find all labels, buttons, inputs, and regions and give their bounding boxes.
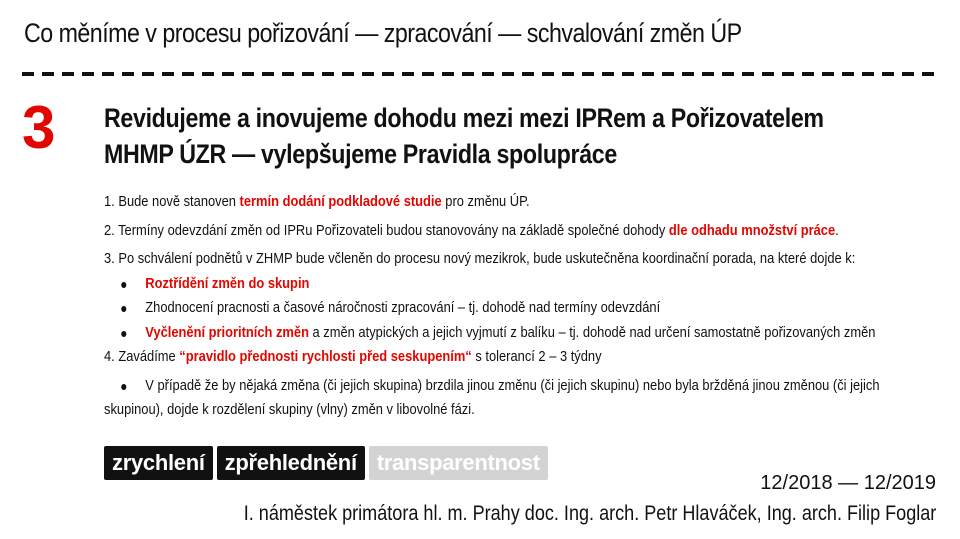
points-list [104,190,921,423]
page-title: Co měníme v procesu pořizování — zpracování — schvalování změn ÚP [24,18,742,48]
point-3: 3. Po schválení podnětů v ZHMP bude včleněn do procesu nový mezikrok, bude uskutečněna koordinační porada, na které dojde k: [104,250,856,267]
point-2-text-end: . [835,221,839,239]
point-2-highlight: dle odhadu množství práce [668,221,836,239]
point-4 [104,345,921,370]
point-1-text: 1. Bude nově stanoven [104,193,240,210]
point-4-text: 4. Zavádíme [104,348,180,365]
point-2 [104,219,921,244]
dashed-divider [22,72,938,76]
point-4-note [104,374,921,399]
section-heading-line-2: MHMP ÚZR — vylepšujeme Pravidla spolupráce [104,139,617,169]
point-2-text: 2. Termíny odevzdání změn od IPRu Pořizovateli budou stanovovány na základě společné dohody [104,221,669,239]
point-4-highlight: “pravidlo přednosti rychlosti před seskupením“ [179,348,472,365]
bullet-dot-icon [121,306,126,312]
bullet-3-highlight: Vyčlenění prioritních změn [145,323,309,341]
tag-zprehledneni: zpřehlednění [217,446,365,480]
note-line-2: skupinou), dojde k rozdělení skupiny (vlny) změn v libovolné fázi. [104,401,475,418]
point-1-highlight: termín dodání podkladové studie [239,193,442,210]
bullet-dot-icon [121,331,126,337]
bullet-dot-icon [121,282,126,288]
section-heading-line-1: Revidujeme a inovujeme dohodu mezi mezi IPRem a Pořizovatelem [104,103,824,133]
bullet-1-highlight: Roztřídění změn do skupin [145,274,310,292]
bullet-1 [104,272,921,297]
tag-transparentnost: transparentnost [369,446,548,480]
bullet-dot-icon [121,384,126,390]
authors-line: I. náměstek primátora hl. m. Prahy doc. Ing. arch. Petr Hlaváček, Ing. arch. Filip Foglar [243,502,936,525]
note-line-1: V případě že by nějaká změna (či jejich skupina) brzdila jinou změnu (či jejich skupinu) nebo byla bržděná jinou změnou (či jejich [145,376,880,394]
bullet-3 [104,321,921,346]
bullet-2 [104,296,921,321]
point-4-text-end: s tolerancí 2 – 3 týdny [471,348,602,365]
tag-row [104,446,548,480]
section-heading [104,100,930,172]
bullet-2-text: Zhodnocení pracnosti a časové náročnosti zpracování – tj. dohodě nad termíny odevzdání [145,299,661,316]
tag-zrychleni: zrychlení [104,446,213,480]
bullet-3-text: a změn atypických a jejich vyjmutí z balíku – tj. dohodě nad určení samostatně pořizovaných změn [308,323,876,341]
point-1-text-end: pro změnu ÚP. [441,193,530,210]
section-number: 3 [22,94,56,161]
date-range: 12/2018 — 12/2019 [760,472,936,494]
point-1 [104,190,921,215]
